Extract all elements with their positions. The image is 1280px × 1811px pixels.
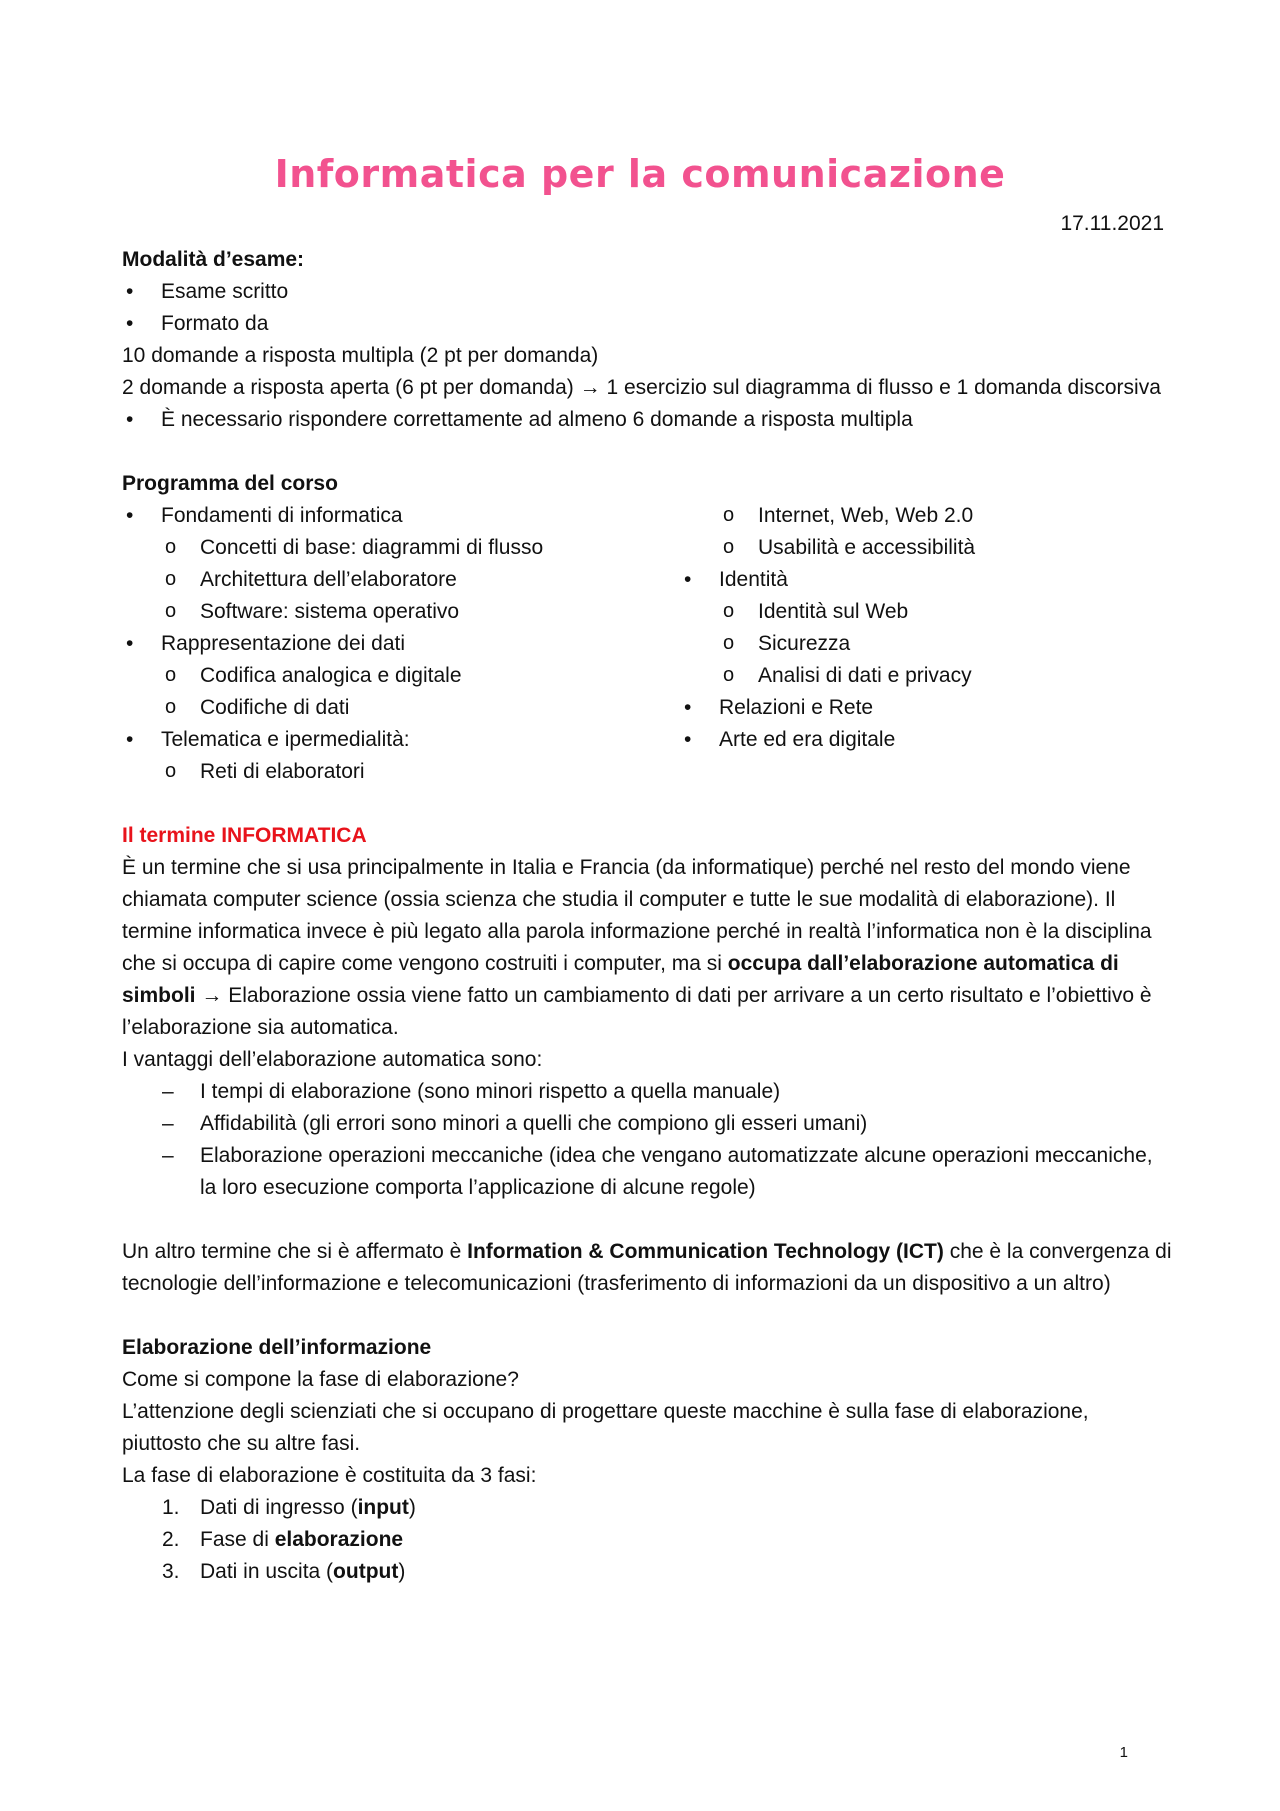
- bullet-icon: •: [684, 568, 692, 591]
- steps-list: [122, 1492, 1172, 1588]
- list-item: 3. Dati in uscita (output): [122, 1556, 1172, 1588]
- bullet-icon: –: [162, 1112, 174, 1135]
- list-item-label: Codifica analogica e digitale: [200, 664, 462, 687]
- list-item-label: Analisi di dati e privacy: [758, 664, 972, 687]
- bullet-icon: o: [165, 760, 177, 782]
- vantaggi-intro: I vantaggi dell’elaborazione automatica sono:: [122, 1048, 543, 1071]
- informatica-heading: Il termine INFORMATICA: [122, 824, 367, 847]
- bullet-icon: o: [723, 632, 735, 654]
- bullet-icon: •: [126, 504, 134, 527]
- list-item-label: Software: sistema operativo: [200, 600, 460, 623]
- list-item-label: Telematica e ipermedialità:: [161, 728, 410, 751]
- bullet-icon: o: [165, 664, 177, 686]
- exam-line-1: 10 domande a risposta multipla (2 pt per domanda): [122, 344, 599, 367]
- elaborazione-paragraph: L’attenzione degli scienziati che si occupano di progettare queste macchine è sulla fase di elaborazione, piuttosto che su altre fasi.: [122, 1400, 1089, 1455]
- document-body: [122, 244, 1172, 1588]
- document-title: Informatica per la comunicazione: [274, 152, 1006, 196]
- bullet-icon: •: [684, 728, 692, 751]
- list-item-label: Concetti di base: diagrammi di flusso: [200, 536, 544, 559]
- program-left-column: [122, 500, 680, 788]
- sub-list-item: [680, 660, 1170, 692]
- list-item: [680, 692, 1170, 724]
- bullet-icon: •: [684, 696, 692, 719]
- list-item: 2. Fase di elaborazione: [122, 1524, 1172, 1556]
- bullet-icon: •: [126, 728, 134, 751]
- list-item: [122, 628, 680, 660]
- list-item-label: Arte ed era digitale: [719, 728, 896, 751]
- bullet-icon: o: [723, 664, 735, 686]
- sub-list-item: [122, 756, 680, 788]
- list-item: • È necessario rispondere correttamente ad almeno 6 domande a risposta multipla: [122, 404, 1172, 436]
- elaborazione-heading: Elaborazione dell’informazione: [122, 1336, 432, 1359]
- list-item: [122, 1108, 1172, 1140]
- list-item-label: Relazioni e Rete: [719, 696, 874, 719]
- list-item: • Esame scritto: [122, 276, 1172, 308]
- list-item-label: Identità sul Web: [758, 600, 909, 623]
- list-item: [680, 724, 1170, 756]
- sub-list-item: [122, 692, 680, 724]
- bullet-icon: o: [165, 600, 177, 622]
- list-item-label: Fondamenti di informatica: [161, 504, 403, 527]
- ict-paragraph: Un altro termine che si è affermato è Information & Communication Technology (ICT) che è la convergenza di tecnologie dell’informazione e telecomunicazioni (trasferimento di informazioni da un dispositivo a un altro): [122, 1240, 1172, 1295]
- page-number: 1: [1119, 1744, 1128, 1761]
- exam-heading: Modalità d’esame:: [122, 248, 305, 271]
- list-item-label: Sicurezza: [758, 632, 851, 655]
- bullet-icon: •: [126, 632, 134, 655]
- list-item-label: Identità: [719, 568, 788, 591]
- sub-list-item: [122, 660, 680, 692]
- list-item-label: Reti di elaboratori: [200, 760, 365, 783]
- list-item: [122, 1076, 1172, 1108]
- bullet-icon: •: [126, 312, 134, 335]
- bullet-icon: o: [723, 600, 735, 622]
- bullet-icon: o: [165, 696, 177, 718]
- vantaggi-list: [122, 1076, 1172, 1204]
- sub-list-item: [680, 596, 1170, 628]
- sub-list-item: [680, 628, 1170, 660]
- list-number: 1.: [162, 1496, 180, 1519]
- elaborazione-intro: La fase di elaborazione è costituita da 3 fasi:: [122, 1464, 537, 1487]
- bullet-icon: –: [162, 1144, 174, 1167]
- list-item-label: Codifiche di dati: [200, 696, 350, 719]
- program-right-column: [680, 500, 1170, 788]
- bullet-icon: •: [126, 280, 134, 303]
- list-item: [122, 724, 680, 756]
- list-item-label: Elaborazione operazioni meccaniche (idea che vengano automatizzate alcune operazioni meccaniche, la loro esecuzione comporta l’applicazione di alcune regole): [200, 1144, 1153, 1199]
- list-item-label: Usabilità e accessibilità: [758, 536, 976, 559]
- bullet-icon: o: [165, 568, 177, 590]
- list-item-label: Internet, Web, Web 2.0: [758, 504, 974, 527]
- bullet-icon: o: [723, 504, 735, 526]
- exam-line-2: 2 domande a risposta aperta (6 pt per domanda) → 1 esercizio sul diagramma di flusso e 1 domanda discorsiva: [122, 376, 1161, 399]
- list-number: 3.: [162, 1560, 180, 1583]
- list-item-label: Rappresentazione dei dati: [161, 632, 406, 655]
- list-item: [122, 500, 680, 532]
- informatica-paragraph: È un termine che si usa principalmente in Italia e Francia (da informatique) perché nel resto del mondo viene chiamata computer science (ossia scienza che studia il computer e tutte le sue modalità di elaborazione). Il termine informatica invece è più legato alla parola informazione perché in realtà l’informatica non è la disciplina che si occupa di capire come vengono costruiti i computer, ma si occupa dall’elaborazione automatica di simboli → Elaborazione ossia viene fatto un cambiamento di dati per arrivare a un certo risultato e l’obiettivo è l’elaborazione sia automatica.: [122, 856, 1152, 1039]
- sub-list-item: [680, 532, 1170, 564]
- arrow-icon: →: [579, 376, 601, 399]
- list-item: [680, 564, 1170, 596]
- list-item: [122, 1140, 1172, 1204]
- sub-list-item: [122, 532, 680, 564]
- elaborazione-question: Come si compone la fase di elaborazione?: [122, 1368, 519, 1391]
- list-number: 2.: [162, 1528, 180, 1551]
- list-item: • Formato da: [122, 308, 1172, 340]
- program-columns: [122, 500, 1172, 788]
- arrow-icon: →: [195, 984, 229, 1007]
- program-heading: Programma del corso: [122, 472, 338, 495]
- sub-list-item: [122, 596, 680, 628]
- bullet-icon: •: [126, 408, 134, 431]
- bullet-icon: –: [162, 1080, 174, 1103]
- sub-list-item: [122, 564, 680, 596]
- list-item-label: Architettura dell’elaboratore: [200, 568, 457, 591]
- list-item-label: I tempi di elaborazione (sono minori rispetto a quella manuale): [200, 1080, 781, 1103]
- sub-list-item: [680, 500, 1170, 532]
- list-item: 1. Dati di ingresso (input): [122, 1492, 1172, 1524]
- document-date: 17.11.2021: [1060, 212, 1164, 235]
- bullet-icon: o: [165, 536, 177, 558]
- list-item-label: Affidabilità (gli errori sono minori a quelli che compiono gli esseri umani): [200, 1112, 868, 1135]
- bullet-icon: o: [723, 536, 735, 558]
